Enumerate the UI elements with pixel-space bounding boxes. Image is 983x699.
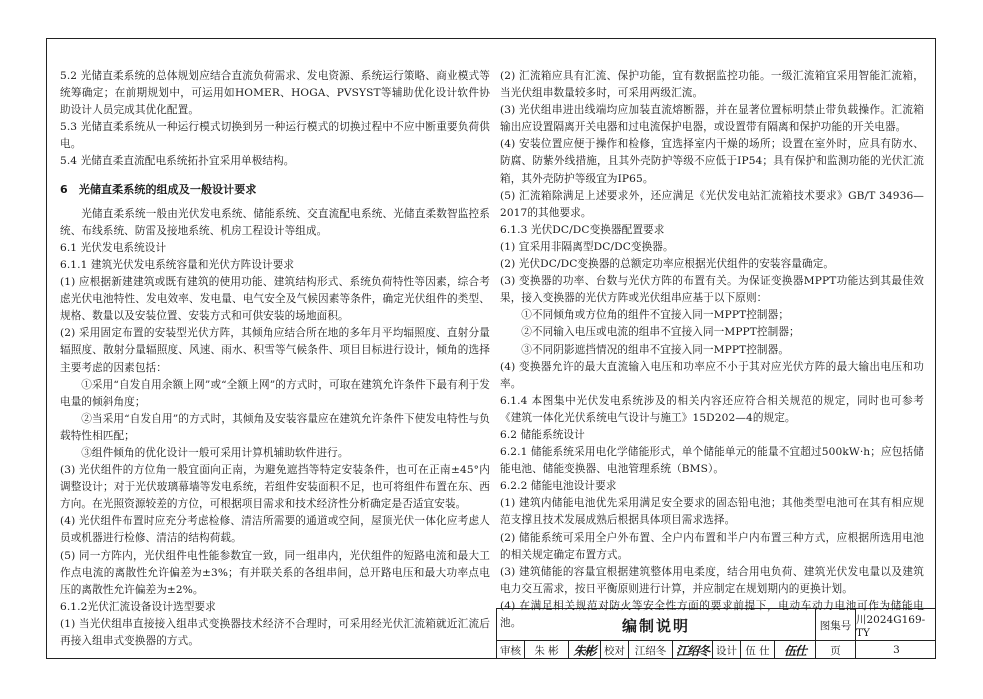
item-dcdc-3c: ③不同阴影遮挡情况的组串不宜接入同一MPPT控制器。 xyxy=(521,343,790,356)
review-name: 朱 彬 xyxy=(525,641,569,659)
item-consistency: (5) 同一方阵内，光伏组件电性能参数宜一致，同一组串内，光伏组件的短路电流和最大工作点电流的离散性允许偏差为±3%；有并联关系的各组串间，总开路电压和最大功率点电压的离散性允许偏差为±2%。 xyxy=(60,549,490,596)
page-number: 3 xyxy=(893,644,900,656)
item-dcdc-3b: ②不同输入电压或电流的组串不宜接入同一MPPT控制器； xyxy=(521,326,800,339)
section-6-1-3: 6.1.3 光伏DC/DC变换器配置要求 xyxy=(500,223,665,236)
clause-5-2: 5.2 光储直柔系统的总体规划应结合直流负荷需求、发电资源、系统运行策略、商业模式等统筹确定；在前期规划中，可运用如HOMER、HOGA、PVSYST等辅助优化设计软件协助设计人员完成其优化配置。 xyxy=(60,70,490,117)
item-dcdc-3: (3) 变换器的功率、台数与光伏方阵的布置有关。为保证变换器MPPT功能达到其最佳效果，接入变换器的光伏方阵或光伏组串应基于以下原则： xyxy=(500,275,924,305)
intro-paragraph: 光储直柔系统一般由光伏发电系统、储能系统、交直流配电系统、光储直柔数智监控系统、布线系统、防雷及接地系统、机房工程设计等组成。 xyxy=(60,207,490,237)
item-battery-3: (3) 建筑储能的容量宜根据建筑整体用电柔度，结合用电负荷、建筑光伏发电量以及建筑电力交互需求，按日平衡原则进行计算，并应制定在规划期内的更换计划。 xyxy=(500,565,924,595)
item-battery-2: (2) 储能系统可采用全户外布置、全户内布置和半户内布置三种方式，应根据所选用电池的相关规定确定布置方式。 xyxy=(500,531,924,561)
right-column xyxy=(500,68,924,632)
item-dcdc-1: (1) 宜采用非隔离型DC/DC变换器。 xyxy=(500,240,674,253)
item-tilt: (2) 采用固定布置的安装型光伏方阵，其倾角应结合所在地的多年月平均辐照度、直射分量辐照度、散射分量辐照度、风速、雨水、积雪等气候条件、项目目标进行设计，倾角的选择主要考虑的因素包括： xyxy=(60,327,490,374)
section-6-2-2: 6.2.2 储能电池设计要求 xyxy=(500,480,617,493)
sheet-title: 编制说明 xyxy=(497,609,816,641)
item-tilt-c: ③组件倾角的优化设计一般可采用计算机辅助软件进行。 xyxy=(81,446,349,459)
item-combiner-3: (3) 光伏组串进出线端均应加装直流熔断器，并在显著位置标明禁止带负载操作。汇流箱输出应设置隔离开关电器和过电流保护电器，或设置带有隔离和保护功能的开关电器。 xyxy=(500,104,924,134)
item-combiner-2: (2) 汇流箱应具有汇流、保护功能，宜有数据监控功能。一级汇流箱宜采用智能汇流箱，当光伏组串数量较多时，可采用两级汇流。 xyxy=(500,70,924,100)
clause-6-2-1: 6.2.1 储能系统采用电化学储能形式，单个储能单元的能量不宜超过500kW·h；应包括储能电池、储能变换器、电池管理系统（BMS）。 xyxy=(500,446,924,476)
clause-5-4: 5.4 光储直柔直流配电系统拓扑宜采用单极结构。 xyxy=(60,155,295,168)
item-tilt-a: ①采用“自发自用余额上网”或“全额上网”的方式时，可取在建筑允许条件下最有利于发电量的倾斜角度； xyxy=(60,378,490,408)
item-dcdc-3a: ①不同倾角或方位角的组件不宜接入同一MPPT控制器； xyxy=(521,309,790,322)
item-capacity: (1) 应根据新建建筑或既有建筑的使用功能、建筑结构形式、系统负荷特性等因素，综合考虑光伏电池特性、发电效率、发电量、电气安全及气候因素等条件，确定光伏组件的类型、规格、数量以及安装位置、安装方式和可供安装的场地面积。 xyxy=(60,276,490,323)
section-6-heading: 6 光储直柔系统的组成及一般设计要求 xyxy=(60,182,257,196)
item-combiner-1: (1) 当光伏组串直接接入组串式变换器技术经济不合理时，可采用经光伏汇流箱就近汇流后再接入组串式变换器的方式。 xyxy=(60,617,490,647)
item-maintenance: (4) 光伏组件布置时应充分考虑检修、清洁所需要的通道或空间，屋顶光伏一体化应考虑人员或机器进行检修、清洁的结构荷载。 xyxy=(60,515,490,545)
design-label: 设计 xyxy=(713,641,741,659)
item-combiner-5: (5) 汇流箱除满足上述要求外，还应满足《光伏发电站汇流箱技术要求》GB/T 34936—2017的其他要求。 xyxy=(500,189,924,219)
atlas-number: 川2024G169-TY xyxy=(856,613,926,639)
clause-6-1-4: 6.1.4 本图集中光伏发电系统涉及的相关内容还应符合相关规范的规定，同时也可参考《建筑一体化光伏系统电气设计与施工》15D202—4的规定。 xyxy=(500,394,924,424)
review-signature: 朱彬 xyxy=(569,641,601,659)
clause-5-3: 5.3 光储直柔系统从一种运行模式切换到另一种运行模式的切换过程中不应中断重要负荷供电。 xyxy=(60,121,490,151)
check-label: 校对 xyxy=(601,641,629,659)
item-battery-4: (4) 在满足相关规范对防火等安全性方面的要求前提下，电动车动力电池可作为储能电池。 xyxy=(500,599,924,629)
title-block xyxy=(496,608,936,659)
item-dcdc-2: (2) 光伏DC/DC变换器的总额定功率应根据光伏组件的安装容量确定。 xyxy=(500,258,835,271)
design-signature: 伍仕 xyxy=(775,641,816,659)
title-block-top-row xyxy=(497,609,936,641)
section-6-1-2: 6.1.2光伏汇流设备设计选型要求 xyxy=(60,600,216,613)
page-label: 页 xyxy=(816,641,856,659)
left-column xyxy=(60,68,490,650)
title-block-sign-row xyxy=(497,641,936,659)
item-tilt-b: ②当采用“自发自用”的方式时，其倾角及安装容量应在建筑允许条件下使发电特性与负载特性相匹配； xyxy=(60,412,490,442)
item-battery-1: (1) 建筑内储能电池优先采用满足安全要求的固态铅电池；其他类型电池可在其有相应规范支撑且技术发展成熟后根据具体项目需求选择。 xyxy=(500,497,924,527)
design-name: 伍 仕 xyxy=(741,641,775,659)
item-dcdc-4: (4) 变换器允许的最大直流输入电压和功率应不小于其对应光伏方阵的最大输出电压和功率。 xyxy=(500,360,924,390)
section-6-2: 6.2 储能系统设计 xyxy=(500,428,585,441)
review-label: 审核 xyxy=(497,641,525,659)
check-signature: 江绍冬 xyxy=(673,641,713,659)
section-6-1-1: 6.1.1 建筑光伏发电系统容量和光伏方阵设计要求 xyxy=(60,258,295,271)
item-combiner-4: (4) 安装位置应便于操作和检修，宜选择室内干燥的场所；设置在室外时，应具有防水、防腐、防紫外线措施，且其外壳防护等级不应低于IP54；具有保护和监测功能的光伏汇流箱，其外壳防护等级宜为IP65。 xyxy=(500,138,924,185)
section-6-1: 6.1 光伏发电系统设计 xyxy=(60,241,167,254)
atlas-number-label: 图集号 xyxy=(816,609,856,641)
item-azimuth: (3) 光伏组件的方位角一般宜面向正南，为避免遮挡等特定安装条件，也可在正南±45°内调整设计；对于光伏玻璃幕墙等发电系统，若组件安装面积不足，也可将组件布置在东、西方向。在光照资源较差的方位，可根据项目需求和技术经济性分析确定是否适宜安装。 xyxy=(60,464,490,511)
check-name: 江绍冬 xyxy=(629,641,673,659)
